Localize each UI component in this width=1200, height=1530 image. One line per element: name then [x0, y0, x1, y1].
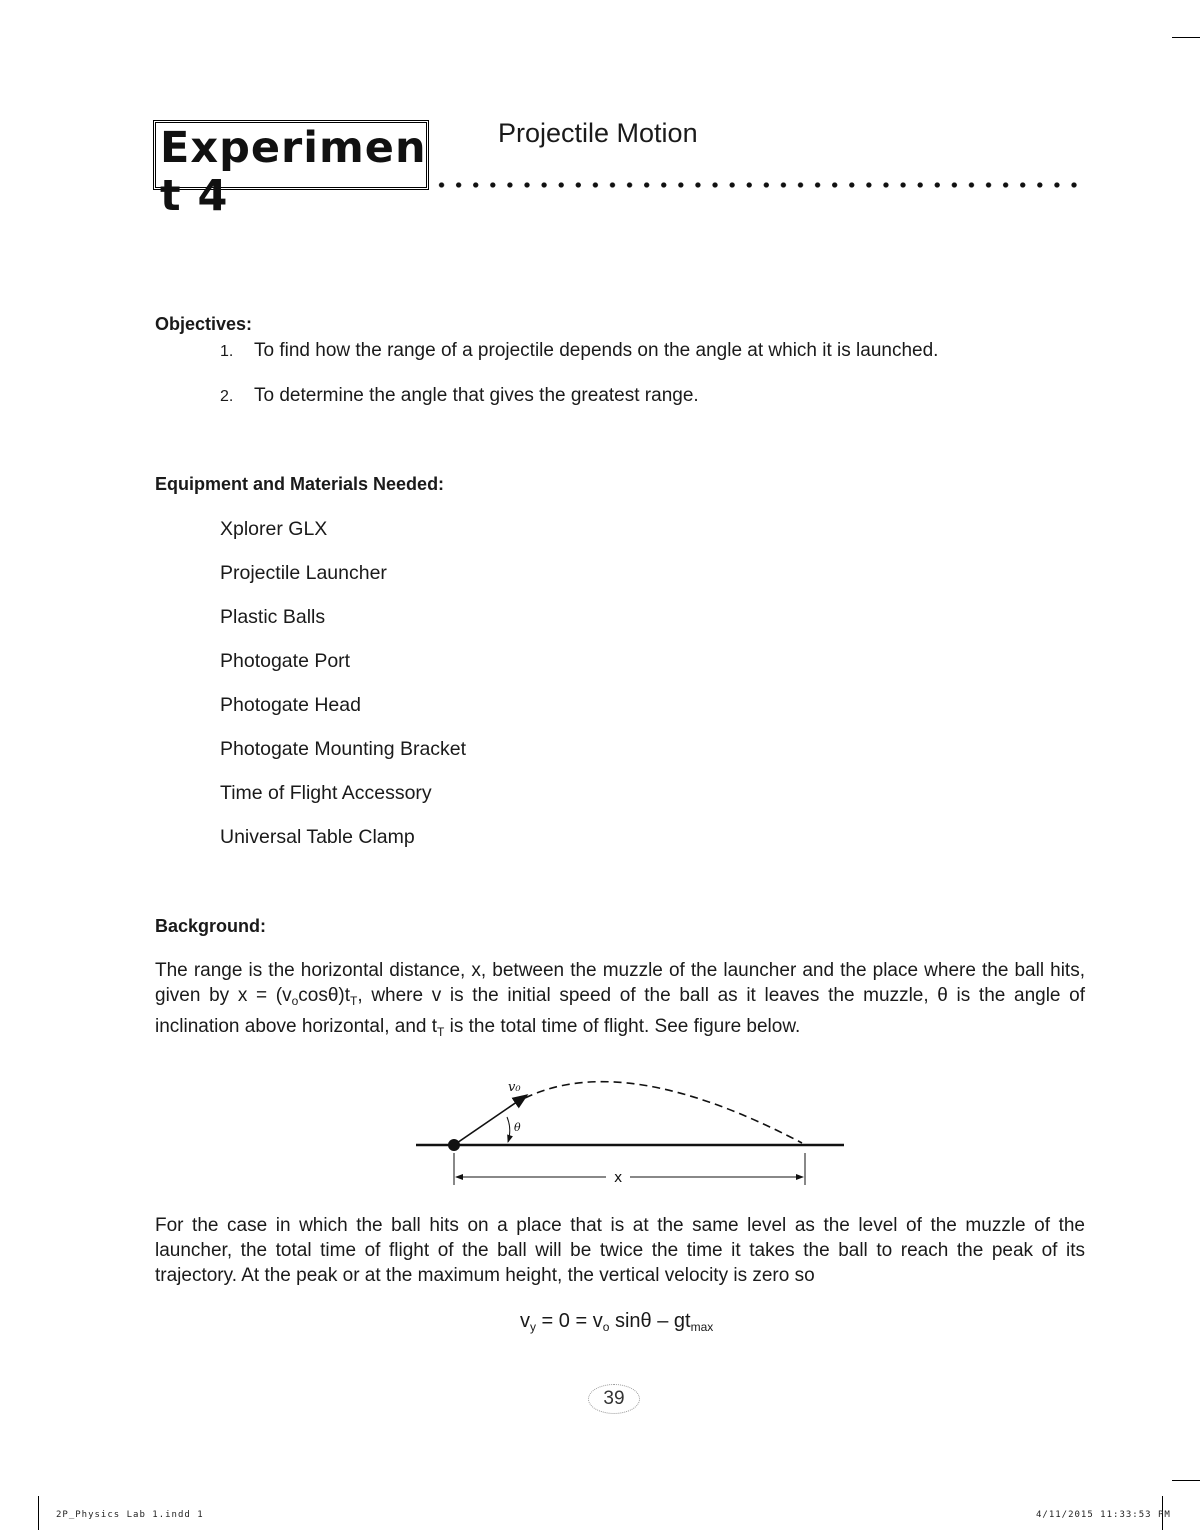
equation: $v_y = 0 = v_o$ sinθ – $gt_{max}$ [520, 1310, 714, 1334]
objectives-heading: Objectives: [155, 314, 253, 334]
objective-text: To find how the range of a projectile depends on the angle at which it is launched. [254, 340, 939, 361]
crop-mark [1172, 37, 1200, 38]
crop-mark [1172, 1480, 1200, 1481]
background-heading: Background: [155, 916, 267, 936]
experiment-label: Experiment 4 [160, 123, 427, 221]
crop-mark [38, 1496, 39, 1530]
equipment-item: Photogate Head [220, 694, 361, 716]
trajectory-diagram [410, 1065, 850, 1195]
equipment-item: Plastic Balls [220, 606, 326, 628]
objective-item [220, 340, 938, 362]
objective-text: To determine the angle that gives the greatest range. [254, 385, 699, 406]
projectile-figure [410, 1065, 850, 1200]
range-label: x [614, 1170, 623, 1186]
objective-item [220, 385, 699, 407]
equipment-item: Projectile Launcher [220, 562, 387, 584]
equipment-item: Time of Flight Accessory [220, 782, 432, 804]
objective-number: 2. [220, 388, 234, 405]
dotted-rule [433, 180, 1083, 190]
velocity-vector [454, 1095, 527, 1145]
page-title: Projectile Motion [498, 118, 698, 148]
equipment-heading: Equipment and Materials Needed: [155, 474, 445, 494]
slug-filename: 2P_Physics Lab 1.indd 1 [56, 1510, 204, 1520]
ball [448, 1139, 460, 1151]
page-number: 39 [588, 1384, 640, 1414]
angle-label: θ [514, 1121, 521, 1134]
equipment-item: Photogate Port [220, 650, 351, 672]
trajectory-curve [525, 1082, 802, 1143]
objective-number: 1. [220, 343, 234, 360]
equipment-item: Photogate Mounting Bracket [220, 738, 467, 760]
angle-arc [507, 1117, 510, 1142]
background-paragraph-2: For the case in which the ball hits on a place that is at the same level as the level of the muzzle of the launcher, the total time of flight of the ball will be twice the time it takes the ball to reach the peak of its trajectory. At the peak or at the maximum height, the vertical velocity is zero so [155, 1215, 1085, 1286]
background-paragraph: The range is the horizontal distance, x, between the muzzle of the launcher and the place where the ball hits, given by $x = (v_o\cos\theta)t_T$, where v is the initial speed of the ball as it leaves the muzzle, θ is the angle of inclination above horizontal, and $t_T$ is the total time of flight. See figure below. [155, 960, 1086, 1039]
equipment-item: Universal Table Clamp [220, 826, 415, 848]
velocity-label: v₀ [508, 1080, 521, 1095]
slug-timestamp: 4/11/2015 11:33:53 PM [1036, 1510, 1171, 1520]
equipment-item: Xplorer GLX [220, 518, 328, 540]
